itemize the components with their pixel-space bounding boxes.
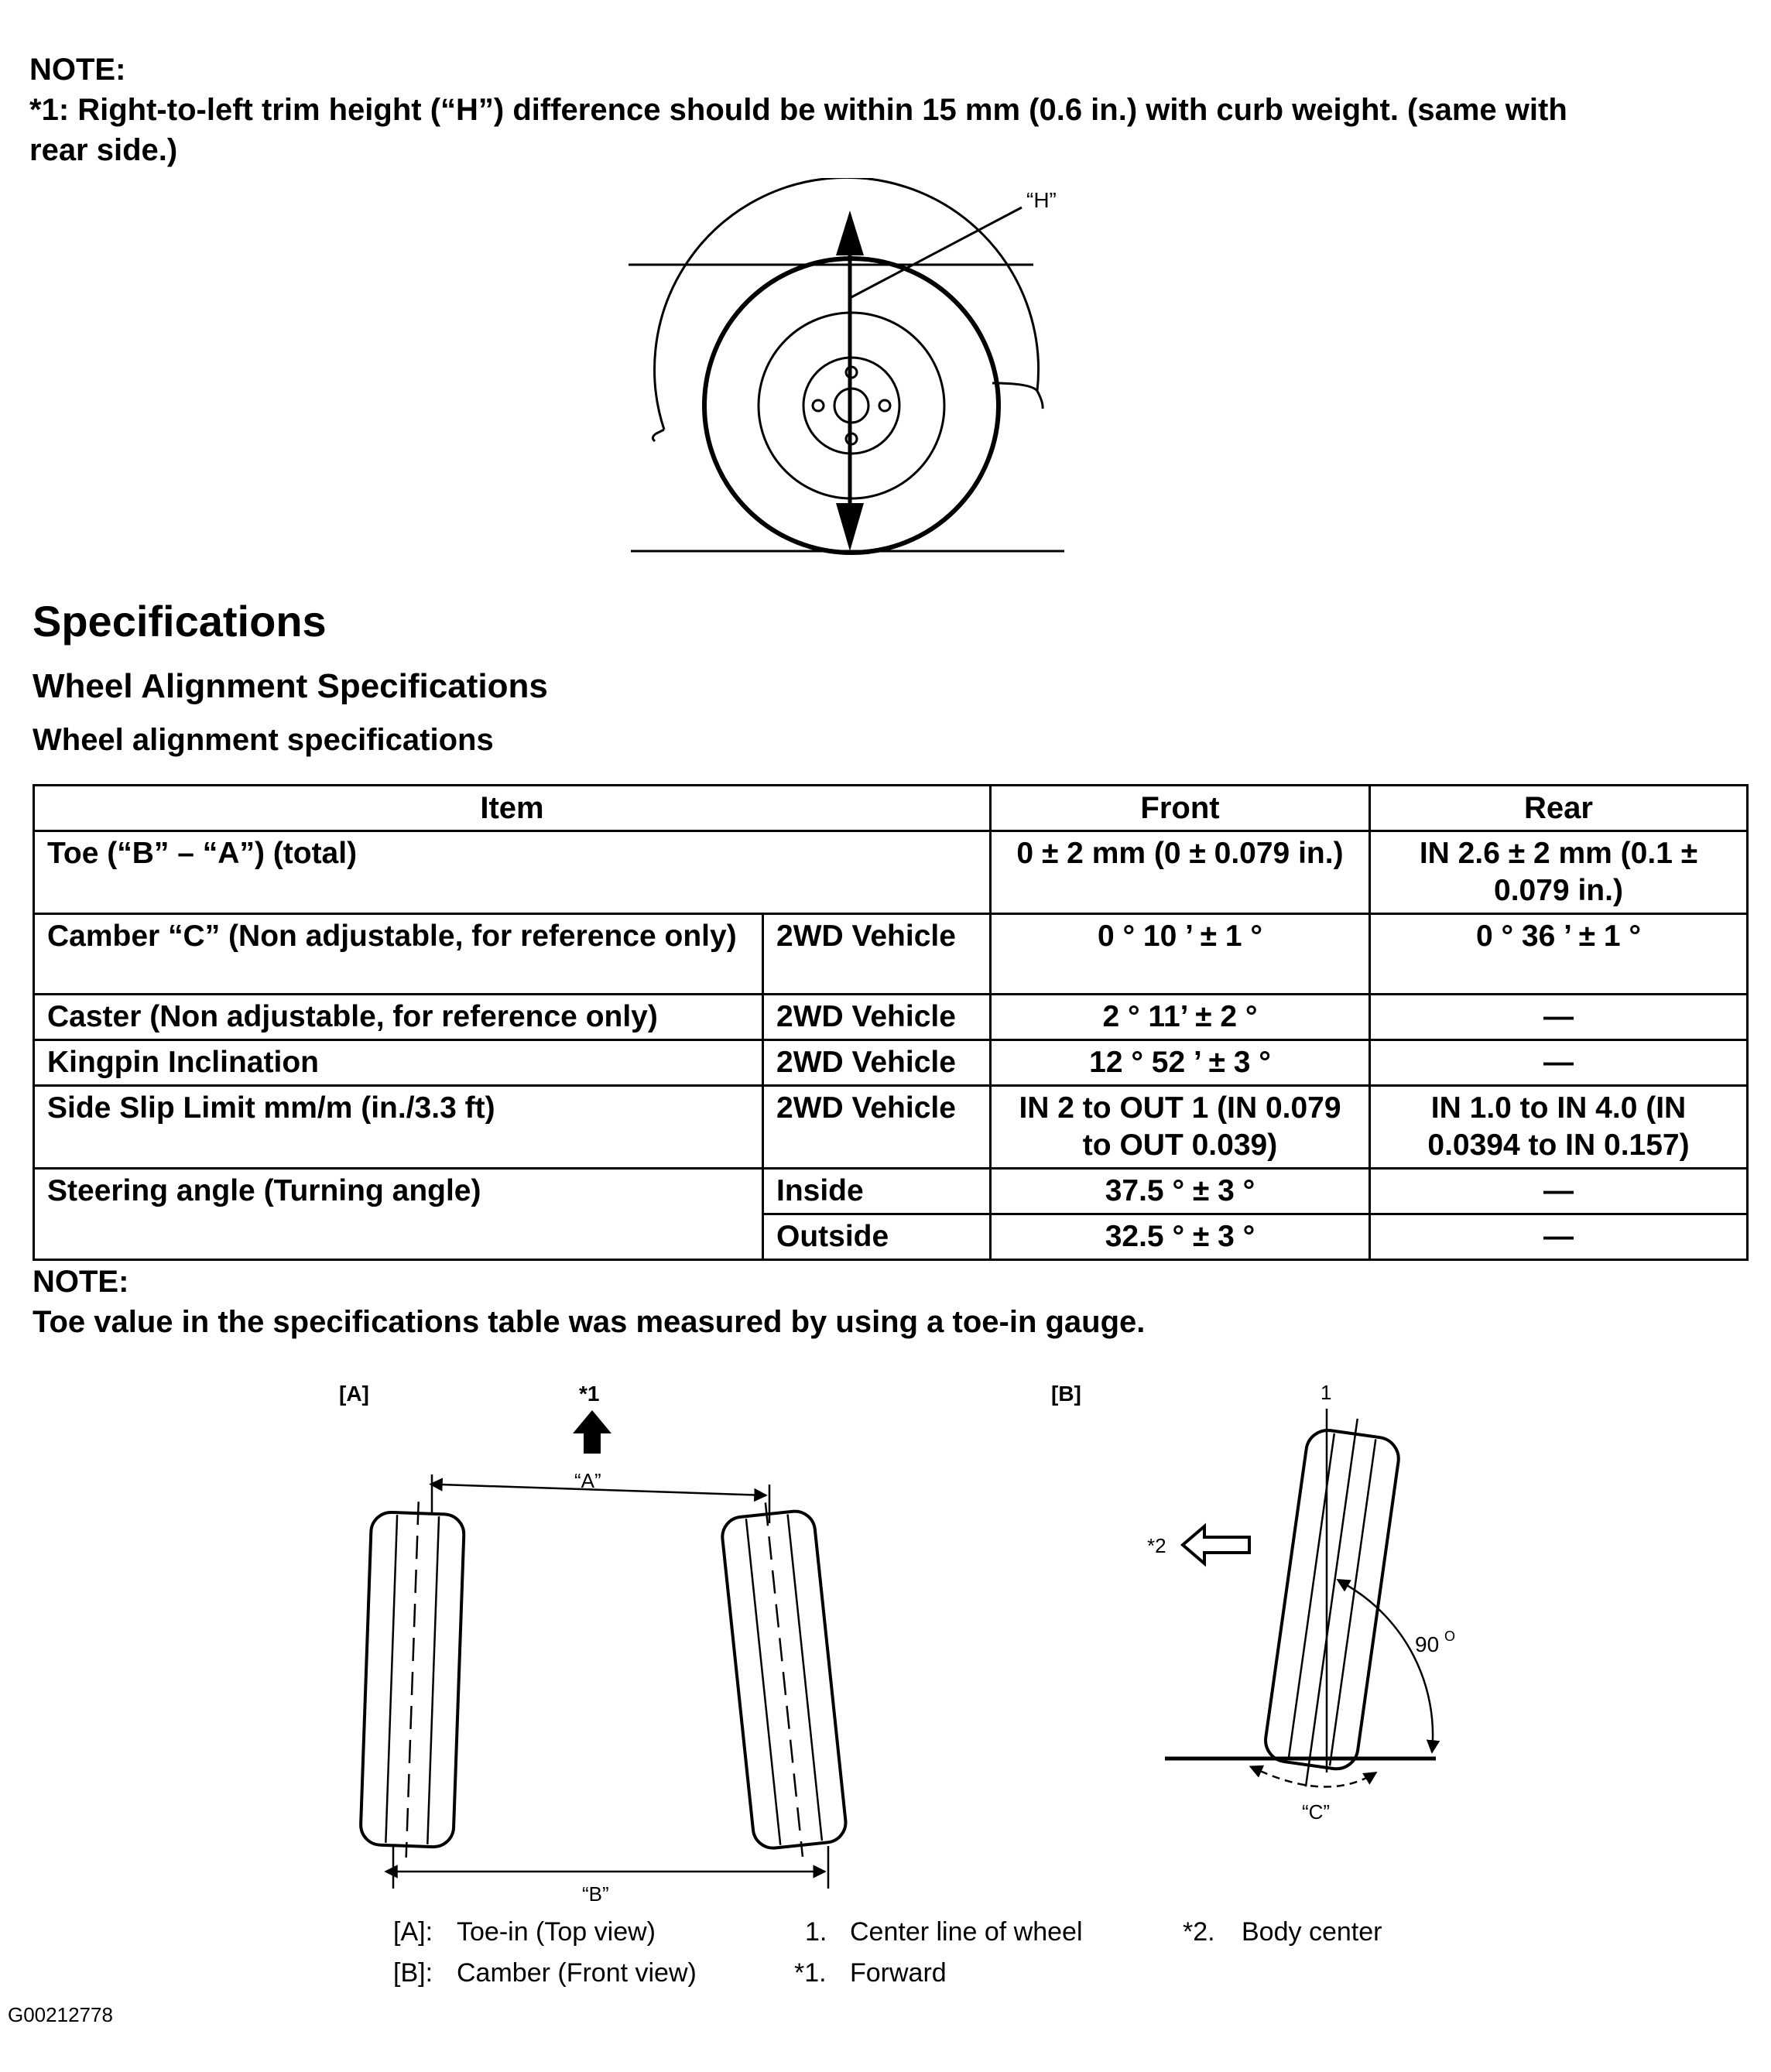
sub-cell: 2WD Vehicle [763,914,991,995]
table-row [34,1040,1748,1086]
h-label: “H” [1026,188,1057,212]
rear-cell: 0 ° 36 ’ ± 1 ° [1370,914,1748,995]
body-center-arrow-icon [1183,1526,1249,1563]
diagram-a-tag: [A] [339,1382,369,1406]
sub-cell: 2WD Vehicle [763,995,991,1040]
rear-cell: — [1370,1040,1748,1086]
header-item: Item [34,786,991,831]
header-rear: Rear [1370,786,1748,831]
rear-cell: — [1370,995,1748,1040]
item-cell: Kingpin Inclination [34,1040,763,1086]
sub-cell: Outside [763,1214,991,1260]
figure-reference-code: G00212778 [8,2003,113,2026]
table-row [34,914,1748,995]
table-row [34,995,1748,1040]
note-label: NOTE: [29,53,126,87]
rear-cell: — [1370,1214,1748,1260]
dimension-a-label: “A” [574,1469,601,1492]
table-row [34,831,1748,914]
item-cell: Steering angle (Turning angle) [34,1169,763,1260]
legend-value-b: Camber (Front view) [457,1958,697,1988]
front-cell: 32.5 ° ± 3 ° [991,1214,1370,1260]
legend-value-star2: Body center [1242,1917,1382,1947]
table-header-row [34,786,1748,831]
front-cell: 2 ° 11’ ± 2 ° [991,995,1370,1040]
table-row [34,1169,1748,1214]
note-label: NOTE: [33,1265,129,1299]
legend-key-star1: *1. [794,1958,827,1988]
sub-cell: 2WD Vehicle [763,1040,991,1086]
front-cell: 12 ° 52 ’ ± 3 ° [991,1040,1370,1086]
legend-key-b: [B]: [393,1958,433,1988]
rear-cell: IN 1.0 to IN 4.0 (IN 0.0394 to IN 0.157) [1370,1086,1748,1169]
body-center-tag: *2 [1147,1534,1166,1557]
lug-hole [879,400,890,411]
legend-value-a: Toe-in (Top view) [457,1917,656,1947]
legend-value-star1: Forward [850,1958,947,1988]
header-front: Front [991,786,1370,831]
note-text: Toe value in the specifications table was measured by using a toe-in gauge. [33,1305,1146,1339]
sub-cell: Inside [763,1169,991,1214]
legend-key-a: [A]: [393,1917,433,1947]
specifications-heading: Specifications [33,597,327,646]
item-cell: Caster (Non adjustable, for reference only) [34,995,763,1040]
front-cell: 0 ± 2 mm (0 ± 0.079 in.) [991,831,1370,914]
legend-value-1: Center line of wheel [850,1917,1083,1947]
alignment-diagram [0,1362,1771,1997]
item-cell: Camber “C” (Non adjustable, for reference only) [34,914,763,995]
arrow-down-icon [836,503,864,551]
dimension-b-label: “B” [582,1882,609,1906]
camber-label: “C” [1302,1800,1331,1824]
left-wheel [360,1500,465,1859]
note-text: *1: Right-to-left trim height (“H”) difference should be within 15 mm (0.6 in.) with curb weight. (same with rear side.) [29,93,1567,167]
camber-wheel [1260,1413,1404,1793]
front-cell: 0 ° 10 ’ ± 1 ° [991,914,1370,995]
forward-tag: *1 [579,1382,600,1406]
arrow-up-icon [836,211,864,255]
rear-cell: — [1370,1169,1748,1214]
wheel-alignment-subheading: Wheel alignment specifications [33,723,494,757]
legend-key-star2: *2. [1183,1917,1215,1947]
rear-cell: IN 2.6 ± 2 mm (0.1 ± 0.079 in.) [1370,831,1748,914]
front-cell: 37.5 ° ± 3 ° [991,1169,1370,1214]
lug-hole [813,400,824,411]
angle-degree: O [1444,1628,1456,1644]
sub-cell: 2WD Vehicle [763,1086,991,1169]
right-wheel [719,1498,848,1861]
dimension-a-line [441,1485,766,1495]
item-cell: Side Slip Limit mm/m (in./3.3 ft) [34,1086,763,1169]
table-row [34,1086,1748,1169]
spec-table [33,784,1749,1261]
trim-height-figure [611,178,1091,581]
diagram-b-tag: [B] [1051,1382,1081,1406]
wheel-alignment-heading: Wheel Alignment Specifications [33,667,548,705]
front-cell: IN 2 to OUT 1 (IN 0.079 to OUT 0.039) [991,1086,1370,1169]
angle-value: 90 [1415,1632,1440,1656]
camber-arc [1260,1771,1376,1787]
center-line-tag: 1 [1321,1381,1332,1404]
legend-key-1: 1. [805,1917,827,1947]
forward-arrow-icon [573,1410,611,1454]
item-cell: Toe (“B” – “A”) (total) [34,831,991,914]
